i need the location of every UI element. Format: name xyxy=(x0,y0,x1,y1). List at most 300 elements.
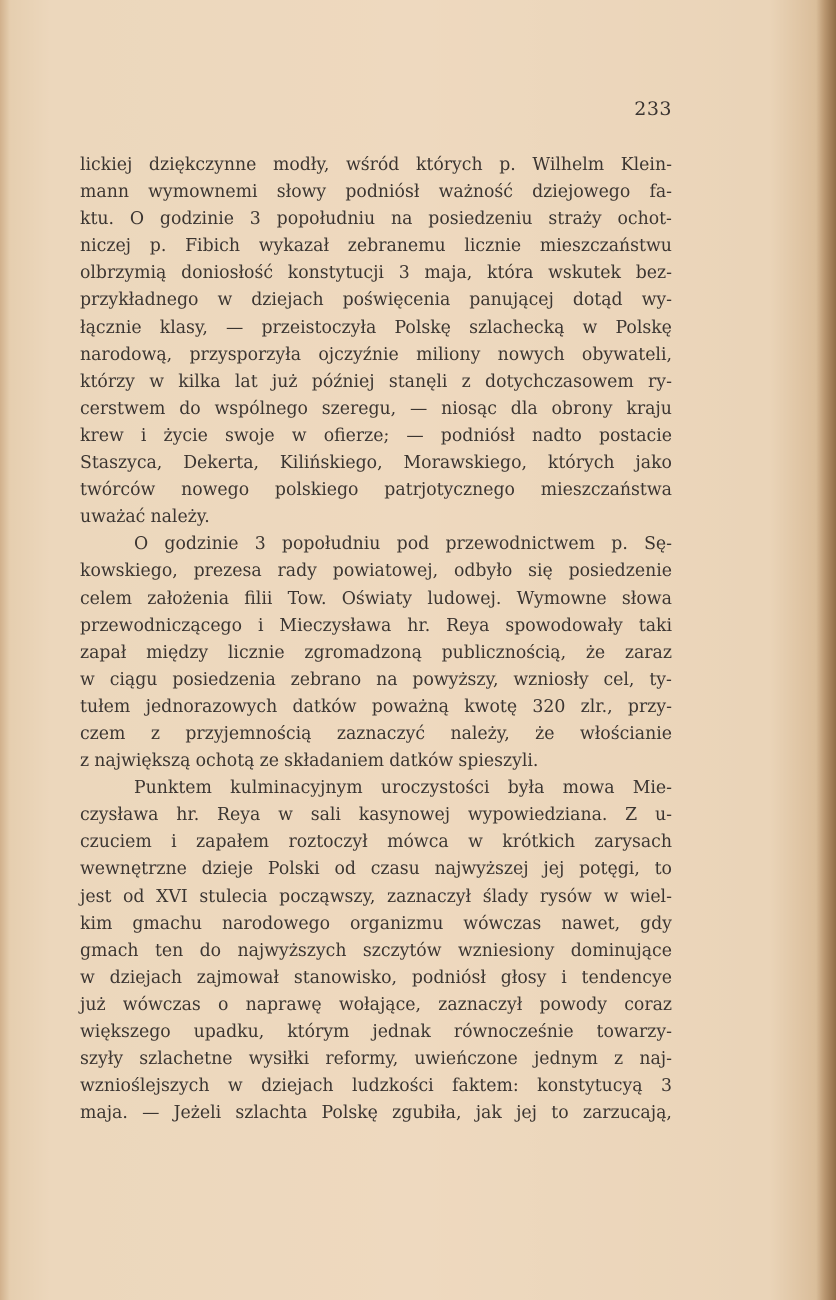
text-line xyxy=(80,342,672,369)
word: — xyxy=(406,425,424,446)
word: od xyxy=(123,886,145,907)
word: rady xyxy=(277,561,317,582)
word: towarzy- xyxy=(596,1022,672,1042)
word: filii xyxy=(244,588,273,609)
word: straży xyxy=(548,209,602,230)
word: ze xyxy=(259,751,279,772)
word: olbrzymią xyxy=(80,263,167,284)
word: najwyższej xyxy=(434,859,529,880)
word: przykładnego xyxy=(80,290,199,311)
word: Sę- xyxy=(644,534,672,555)
word: podniósł xyxy=(411,967,486,988)
word: z xyxy=(614,1049,624,1070)
word: Kilińskiego, xyxy=(279,453,383,474)
word: wśród xyxy=(345,155,400,175)
word: licznie xyxy=(227,642,285,663)
word: 3 xyxy=(249,209,261,230)
text-line xyxy=(80,450,672,477)
word: wysiłki xyxy=(248,1049,310,1070)
text-line xyxy=(80,802,672,829)
word: dotychczasowem xyxy=(485,371,634,392)
word: klasy, xyxy=(159,317,208,338)
book-spine-shadow xyxy=(816,0,836,1300)
text-line xyxy=(80,315,672,342)
word: posiedzenie xyxy=(568,561,672,582)
word: jej xyxy=(516,1103,538,1124)
word: modły, xyxy=(272,155,330,175)
text-line xyxy=(80,667,672,694)
word: słowa xyxy=(621,588,672,609)
word: maja. xyxy=(80,1103,128,1124)
word: na xyxy=(391,209,413,230)
word: kraju xyxy=(626,398,672,419)
word: u- xyxy=(654,805,672,826)
word: zarzucają, xyxy=(582,1103,672,1124)
word: że xyxy=(535,723,555,744)
word: wspólnego xyxy=(214,398,308,419)
text-line xyxy=(80,965,672,992)
word: organizmu xyxy=(350,913,444,934)
word: zapał xyxy=(80,642,127,663)
word: ludowej. xyxy=(427,588,502,609)
word: w xyxy=(278,805,293,826)
word: później xyxy=(311,371,375,392)
word: Z xyxy=(625,805,638,826)
word: hr. xyxy=(176,805,200,826)
word: wykazał xyxy=(258,236,330,257)
text-line xyxy=(80,206,672,233)
word: od xyxy=(334,859,356,880)
word: wznioślejszych xyxy=(80,1076,210,1097)
word: dziejach xyxy=(109,967,182,988)
word: i xyxy=(140,425,147,446)
word: nadto xyxy=(531,425,582,446)
word: posiedzeniu xyxy=(428,209,533,230)
word: zajmował xyxy=(196,967,280,988)
word: spieszyli. xyxy=(458,751,539,772)
word: faktem: xyxy=(452,1076,519,1097)
word: gmach xyxy=(80,940,139,961)
word: ktu. xyxy=(80,209,115,230)
text-line xyxy=(80,1100,672,1127)
word: 3 xyxy=(660,1076,672,1097)
word: 3 xyxy=(398,263,410,284)
word: Wilhelm xyxy=(532,155,605,175)
word: wskutek xyxy=(548,263,621,284)
word: stulecia xyxy=(199,886,268,907)
word: gmachu xyxy=(132,913,203,934)
word: zapałem xyxy=(196,832,270,853)
word: już xyxy=(271,371,298,392)
word: mówca xyxy=(387,832,449,853)
word: stanowisko, xyxy=(293,967,398,988)
word: zaraz xyxy=(624,642,672,663)
word: przysporzyła xyxy=(189,344,302,365)
word: dziejach xyxy=(261,1076,334,1097)
word: wzniosły xyxy=(513,669,589,690)
page-left-edge-shading xyxy=(0,0,10,1300)
word: przewodniczącego xyxy=(80,615,243,636)
word: największą xyxy=(94,751,191,772)
word: jej xyxy=(543,859,565,880)
text-line xyxy=(80,911,672,938)
word: hr. xyxy=(407,615,431,636)
word: Polskę xyxy=(321,1103,378,1124)
word: się xyxy=(528,561,553,582)
word: włościanie xyxy=(579,723,672,744)
word: 3 xyxy=(254,534,266,555)
word: — xyxy=(409,398,428,419)
word: Punktem xyxy=(134,778,212,799)
word: zaznaczyć xyxy=(336,723,426,744)
text-line xyxy=(80,884,672,911)
word: mowa xyxy=(562,778,615,799)
word: zebrano xyxy=(290,669,362,690)
text-line xyxy=(80,721,672,748)
word: nowych xyxy=(497,344,565,365)
word: Mie- xyxy=(632,778,672,799)
text-line xyxy=(80,829,672,856)
text-line xyxy=(80,748,672,775)
word: między xyxy=(146,642,209,663)
word: narodowego xyxy=(222,913,331,934)
word: dziejach xyxy=(251,290,324,311)
word: wy- xyxy=(641,290,672,311)
word: należy, xyxy=(450,723,510,744)
word: rysów xyxy=(539,886,592,907)
word: łącznie xyxy=(80,317,142,338)
word: szczytów xyxy=(362,940,442,961)
word: sali xyxy=(310,805,341,826)
word: obywateli, xyxy=(581,344,672,365)
word: cel, xyxy=(603,669,635,690)
word: O xyxy=(129,209,145,230)
word: uwieńczone xyxy=(414,1049,518,1070)
word: zebranemu xyxy=(347,236,446,257)
word: Klein- xyxy=(620,155,672,175)
word: O xyxy=(134,534,149,555)
word: składaniem xyxy=(284,751,385,772)
word: należy. xyxy=(150,507,210,528)
word: ochotą xyxy=(195,751,255,772)
word: już xyxy=(80,994,106,1015)
word: z xyxy=(150,723,160,744)
text-line xyxy=(80,423,672,450)
word: wołające, xyxy=(338,994,422,1015)
word: Polski xyxy=(267,859,320,880)
word: coraz xyxy=(624,994,672,1015)
word: ciągu xyxy=(109,669,158,690)
word: na xyxy=(376,669,398,690)
word: i xyxy=(561,967,567,988)
word: nowego xyxy=(181,480,250,501)
word: przy- xyxy=(627,696,672,717)
word: Tow. xyxy=(287,588,327,609)
word: tułem xyxy=(80,696,131,717)
word: Staszyca, xyxy=(80,453,163,474)
text-line xyxy=(80,396,672,423)
word: podniósł xyxy=(345,182,420,203)
word: uważać xyxy=(80,507,146,528)
text-line xyxy=(80,992,672,1019)
word: najwyższych xyxy=(237,940,347,961)
word: narodową, xyxy=(80,344,173,365)
word: zgromadzoną xyxy=(304,642,422,663)
word: maja, xyxy=(424,263,473,284)
word: spowodowały xyxy=(505,615,623,636)
word: w xyxy=(80,669,95,690)
word: życie xyxy=(163,425,208,446)
word: godzinie xyxy=(159,209,234,230)
word: którym xyxy=(287,1022,350,1042)
word: ry- xyxy=(648,371,672,392)
word: w xyxy=(468,832,483,853)
word: publicznością, xyxy=(441,642,567,663)
word: datków xyxy=(389,751,454,772)
word: do xyxy=(199,940,222,961)
word: Polskę xyxy=(615,317,672,338)
word: słowy xyxy=(276,182,327,203)
word: wówczas xyxy=(463,913,542,934)
word: pod xyxy=(396,534,430,555)
word: ofierze; xyxy=(323,425,390,446)
text-line xyxy=(80,260,672,287)
word: naprawę xyxy=(245,994,322,1015)
word: powyższy, xyxy=(412,669,499,690)
word: i xyxy=(171,832,177,853)
word: krew xyxy=(80,425,124,446)
word: lickiej xyxy=(80,155,133,175)
word: jako xyxy=(635,453,672,474)
word: roztoczył xyxy=(288,832,368,853)
word: zaznaczył xyxy=(438,994,523,1015)
word: — xyxy=(226,317,244,338)
word: ten xyxy=(154,940,184,961)
word: z xyxy=(80,751,90,772)
word: szyły xyxy=(80,1049,124,1070)
word: założenia xyxy=(147,588,230,609)
word: upadku, xyxy=(193,1022,265,1042)
word: licznie xyxy=(464,236,522,257)
word: krótkich xyxy=(502,832,576,853)
word: datków xyxy=(292,696,357,717)
word: wówczas xyxy=(122,994,201,1015)
word: kasynowej xyxy=(358,805,451,826)
word: którzy xyxy=(80,371,135,392)
word: 320 xyxy=(532,696,566,717)
word: mann xyxy=(80,182,129,203)
word: tendencye xyxy=(581,967,672,988)
word: Reya xyxy=(446,615,490,636)
word: to xyxy=(654,859,672,880)
word: kim xyxy=(80,913,113,934)
word: lat xyxy=(234,371,258,392)
word: których xyxy=(415,155,483,175)
word: równocześnie xyxy=(453,1022,574,1042)
text-line xyxy=(80,1073,672,1100)
word: podniósł xyxy=(440,425,515,446)
word: prezesa xyxy=(193,561,262,582)
word: była xyxy=(507,778,545,799)
text-line xyxy=(80,938,672,965)
text-line xyxy=(80,287,672,314)
word: popołudniu xyxy=(281,534,381,555)
word: Dekerta, xyxy=(183,453,259,474)
word: powody xyxy=(539,994,608,1015)
word: jak xyxy=(475,1103,502,1124)
word: konstytucji xyxy=(287,263,384,284)
word: postacie xyxy=(598,425,672,446)
text-line xyxy=(80,558,672,585)
word: to xyxy=(551,1103,569,1124)
word: wypowiedziana. xyxy=(467,805,608,826)
word: jest xyxy=(80,886,112,907)
text-line xyxy=(80,233,672,260)
text-line xyxy=(80,369,672,396)
word: szlachetne xyxy=(139,1049,233,1070)
word: większego xyxy=(80,1022,171,1042)
word: do xyxy=(179,398,201,419)
word: w xyxy=(603,886,619,907)
word: ważność xyxy=(438,182,513,203)
text-line xyxy=(80,694,672,721)
word: jednym xyxy=(533,1049,598,1070)
word: ochot- xyxy=(617,209,672,230)
word: Fibich xyxy=(185,236,240,257)
text-line xyxy=(80,775,672,802)
word: w xyxy=(80,967,95,988)
word: fa- xyxy=(649,182,672,203)
word: przyjemnością xyxy=(185,723,312,744)
word: uroczystości xyxy=(380,778,490,799)
word: w xyxy=(217,290,233,311)
word: czem xyxy=(80,723,126,744)
word: reformy, xyxy=(325,1049,399,1070)
word: ludzkości xyxy=(351,1076,434,1097)
word: wewnętrzne xyxy=(80,859,187,880)
word: dzieje xyxy=(201,859,254,880)
word: XVI xyxy=(156,886,188,907)
word: doniosłość xyxy=(181,263,274,284)
word: godzinie xyxy=(164,534,239,555)
word: mieszczaństwa xyxy=(540,480,672,501)
word: konstytucyą xyxy=(537,1076,643,1097)
word: bez- xyxy=(635,263,672,284)
word: w xyxy=(227,1076,243,1097)
word: Jeżeli xyxy=(173,1103,222,1124)
word: kowskiego, xyxy=(80,561,178,582)
word: polskiego xyxy=(274,480,359,501)
word: stanęli xyxy=(388,371,448,392)
word: przewodnictwem xyxy=(445,534,596,555)
word: p. xyxy=(611,534,628,555)
text-line xyxy=(80,586,672,613)
word: Mieczysława xyxy=(279,615,392,636)
word: miliony xyxy=(416,344,481,365)
word: czysława xyxy=(80,805,159,826)
word: p. xyxy=(149,236,167,257)
text-line xyxy=(80,504,672,531)
word: czuciem xyxy=(80,832,152,853)
word: poważną xyxy=(371,696,449,717)
word: dominujące xyxy=(570,940,672,961)
word: kulminacyjnym xyxy=(230,778,363,799)
text-line xyxy=(80,640,672,667)
word: odbyło xyxy=(453,561,513,582)
word: patrjotycznego xyxy=(384,480,515,501)
text-line xyxy=(80,1019,672,1046)
word: czasu xyxy=(370,859,420,880)
word: których xyxy=(547,453,615,474)
word: dziejowego xyxy=(532,182,631,203)
word: ojczyźnie xyxy=(318,344,399,365)
word: w xyxy=(291,425,307,446)
word: — xyxy=(142,1103,160,1124)
word: niczej xyxy=(80,236,132,257)
word: ty- xyxy=(649,669,672,690)
word: szlachta xyxy=(235,1103,308,1124)
text-line xyxy=(80,477,672,504)
word: kwotę xyxy=(464,696,518,717)
word: jednorazowych xyxy=(145,696,278,717)
body-text xyxy=(80,152,672,1127)
word: zarysach xyxy=(594,832,672,853)
word: o xyxy=(217,994,229,1015)
word: ślady xyxy=(482,886,529,907)
word: panującej xyxy=(469,290,554,311)
text-line xyxy=(80,152,672,179)
word: posiedzenia xyxy=(172,669,276,690)
word: dla xyxy=(510,398,538,419)
word: wiel- xyxy=(630,886,672,907)
word: zlr., xyxy=(580,696,613,717)
word: zaznaczył xyxy=(387,886,472,907)
text-line xyxy=(80,179,672,206)
word: twórców xyxy=(80,480,156,501)
word: nawet, xyxy=(561,913,621,934)
page-number: 233 xyxy=(634,98,672,120)
word: p. xyxy=(499,155,516,175)
word: poświęcenia xyxy=(342,290,451,311)
word: taki xyxy=(638,615,672,636)
word: jednak xyxy=(372,1022,431,1042)
word: swoje xyxy=(224,425,275,446)
text-line xyxy=(80,531,672,558)
text-line xyxy=(80,856,672,883)
word: w xyxy=(582,317,598,338)
word: szeregu, xyxy=(321,398,397,419)
word: Wymowne xyxy=(516,588,607,609)
word: że xyxy=(585,642,606,663)
word: począwszy, xyxy=(279,886,376,907)
word: Polskę xyxy=(394,317,451,338)
word: naj- xyxy=(639,1049,672,1070)
word: w xyxy=(149,371,165,392)
word: wymownemi xyxy=(148,182,258,203)
word: powiatowej, xyxy=(332,561,439,582)
word: z xyxy=(461,371,471,392)
word: szlachecką xyxy=(469,317,565,338)
word: Reya xyxy=(217,805,261,826)
word: głosy xyxy=(500,967,547,988)
word: cerstwem xyxy=(80,398,166,419)
word: i xyxy=(257,615,264,636)
word: niosąc xyxy=(441,398,497,419)
word: która xyxy=(486,263,534,284)
word: obrony xyxy=(551,398,613,419)
text-line xyxy=(80,613,672,640)
word: potęgi, xyxy=(579,859,640,880)
